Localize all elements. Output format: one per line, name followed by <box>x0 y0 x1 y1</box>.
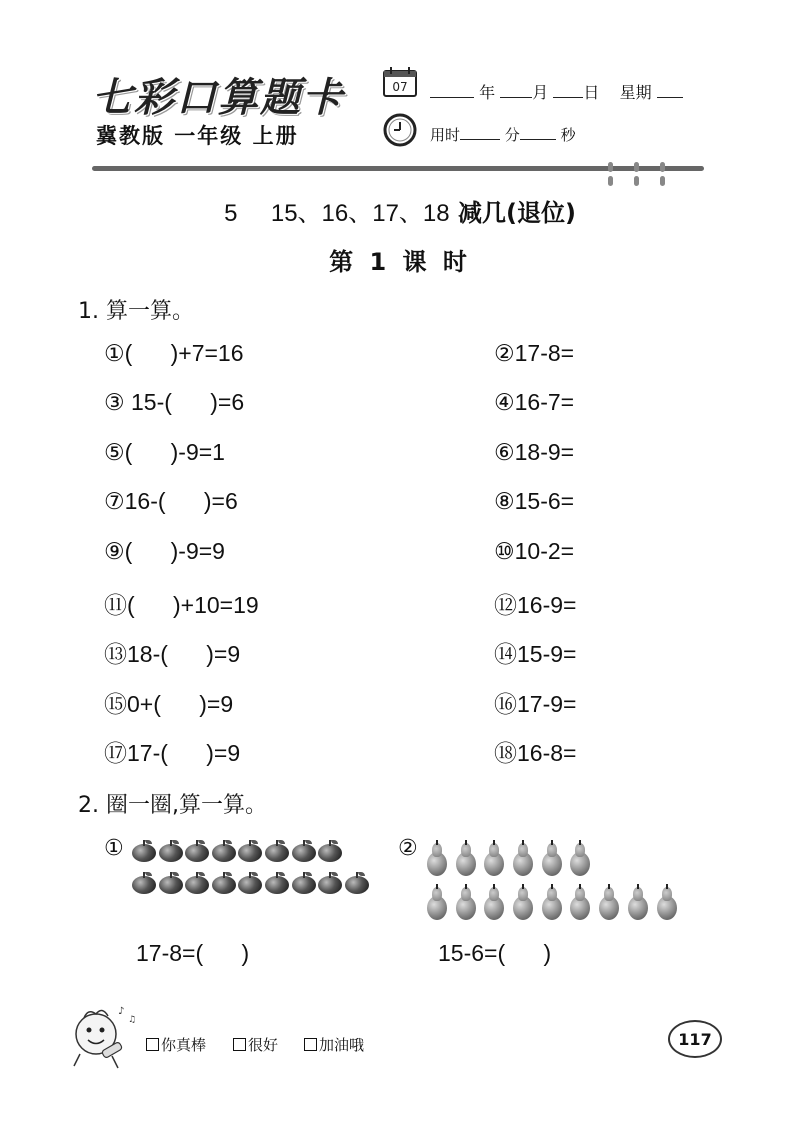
rating-option-2[interactable] <box>233 1034 278 1055</box>
apple-icon <box>132 840 156 862</box>
pear-icon <box>483 840 505 876</box>
q1-left-problem: ⑮0+( )=9 <box>104 690 234 717</box>
pear-icon <box>483 884 505 920</box>
pear-icon <box>512 840 534 876</box>
rule-bead <box>660 162 665 172</box>
q1-right-problem: ⑱16-8= <box>494 740 577 767</box>
apple-icon <box>132 872 156 894</box>
q1-left-problem: ①( )+7=16 <box>104 340 244 366</box>
day-label: 日 <box>583 83 600 102</box>
rating-option-1[interactable] <box>146 1034 206 1055</box>
minute-label: 分 <box>504 126 520 144</box>
q2-part2-label: ② <box>398 836 418 861</box>
q2-equation-1: 17-8=( ) <box>136 940 250 966</box>
svg-text:♫: ♫ <box>128 1015 137 1025</box>
pear-icon <box>541 840 563 876</box>
edition-label: 冀教版 一年级 上册 <box>96 124 299 148</box>
page-number <box>668 1020 722 1058</box>
rule-bead <box>660 176 665 186</box>
apple-icon <box>159 872 183 894</box>
rule-bead <box>634 176 639 186</box>
rating-option-1-label: 你真棒 <box>161 1036 207 1054</box>
apple-icon <box>318 840 342 862</box>
pears-row-1 <box>426 840 598 876</box>
calendar-icon <box>382 66 418 98</box>
q1-left-problem: ③ 15-( )=6 <box>104 389 245 416</box>
lesson-ranges: 15、16、17、18 <box>270 200 450 227</box>
rating-option-3-label: 加油哦 <box>319 1036 365 1054</box>
apples-row-1 <box>132 840 345 862</box>
pear-icon <box>426 884 448 920</box>
calendar-day: 07 <box>392 80 408 94</box>
q1-left-problem: ⑰17-( )=9 <box>104 740 241 767</box>
apples-row-2 <box>132 872 371 894</box>
pear-icon <box>455 840 477 876</box>
checkbox-icon[interactable] <box>146 1038 159 1051</box>
weekday-label: 星期 <box>619 83 652 102</box>
pear-icon <box>569 884 591 920</box>
rating-option-2-label: 很好 <box>248 1036 279 1054</box>
q1-right-problem: ⑧15-6= <box>494 488 575 515</box>
q2-equation-2: 15-6=( ) <box>438 940 552 966</box>
time-line <box>430 124 576 145</box>
q1-right-problem: ⑯17-9= <box>494 690 577 717</box>
apple-icon <box>345 872 369 894</box>
q1-left-problem: ⑬18-( )=9 <box>104 641 241 668</box>
q1-right-problem: ④16-7= <box>494 389 575 416</box>
q1-right-problem: ⑥18-9= <box>494 438 575 465</box>
pear-icon <box>541 884 563 920</box>
q1-title: 1. 算一算。 <box>78 299 194 324</box>
apple-icon <box>159 840 183 862</box>
mascot-illustration <box>66 1000 138 1072</box>
brand-title: 七彩口算题卡 <box>92 74 344 121</box>
apple-icon <box>292 872 316 894</box>
apple-icon <box>212 872 236 894</box>
rule-bead <box>608 176 613 186</box>
q2-part1-label: ① <box>104 836 124 861</box>
q1-right-problem: ⑫16-9= <box>494 592 577 618</box>
lesson-number: 5 <box>224 200 238 227</box>
checkbox-icon[interactable] <box>233 1038 246 1051</box>
pear-icon <box>455 884 477 920</box>
svg-text:♪: ♪ <box>118 1006 125 1017</box>
clock-icon <box>382 112 418 148</box>
q1-right-problem: ⑩10-2= <box>494 537 575 564</box>
lesson-period: 第 1 课 时 <box>329 248 471 276</box>
rating-option-3[interactable] <box>304 1034 364 1055</box>
q1-right-problem: ②17-8= <box>494 340 575 366</box>
q2-title: 2. 圈一圈,算一算。 <box>78 793 267 818</box>
pear-icon <box>656 884 678 920</box>
month-label: 月 <box>532 83 549 102</box>
checkbox-icon[interactable] <box>304 1038 317 1051</box>
second-label: 秒 <box>560 126 576 144</box>
apple-icon <box>185 872 209 894</box>
apple-icon <box>318 872 342 894</box>
q1-left-problem: ⑪( )+10=19 <box>104 592 259 618</box>
pears-row-2 <box>426 884 684 920</box>
q1-right-problem: ⑭15-9= <box>494 641 577 668</box>
pear-icon <box>426 840 448 876</box>
pear-icon <box>598 884 620 920</box>
apple-icon <box>292 840 316 862</box>
rule-bead <box>608 162 613 172</box>
apple-icon <box>238 840 262 862</box>
apple-icon <box>185 840 209 862</box>
rule-bead <box>634 162 639 172</box>
apple-icon <box>212 840 236 862</box>
apple-icon <box>265 840 289 862</box>
date-line <box>430 80 683 103</box>
lesson-topic: 减几(退位) <box>457 199 576 227</box>
apple-icon <box>238 872 262 894</box>
q1-left-problem: ⑤( )-9=1 <box>104 438 225 465</box>
time-label: 用时 <box>430 126 461 144</box>
page-number-text: 117 <box>678 1029 712 1049</box>
pear-icon <box>512 884 534 920</box>
q1-left-problem: ⑦16-( )=6 <box>104 488 238 515</box>
apple-icon <box>265 872 289 894</box>
pear-icon <box>627 884 649 920</box>
pear-icon <box>569 840 591 876</box>
year-label: 年 <box>479 83 496 102</box>
lesson-title <box>0 193 800 228</box>
q1-left-problem: ⑨( )-9=9 <box>104 537 225 564</box>
